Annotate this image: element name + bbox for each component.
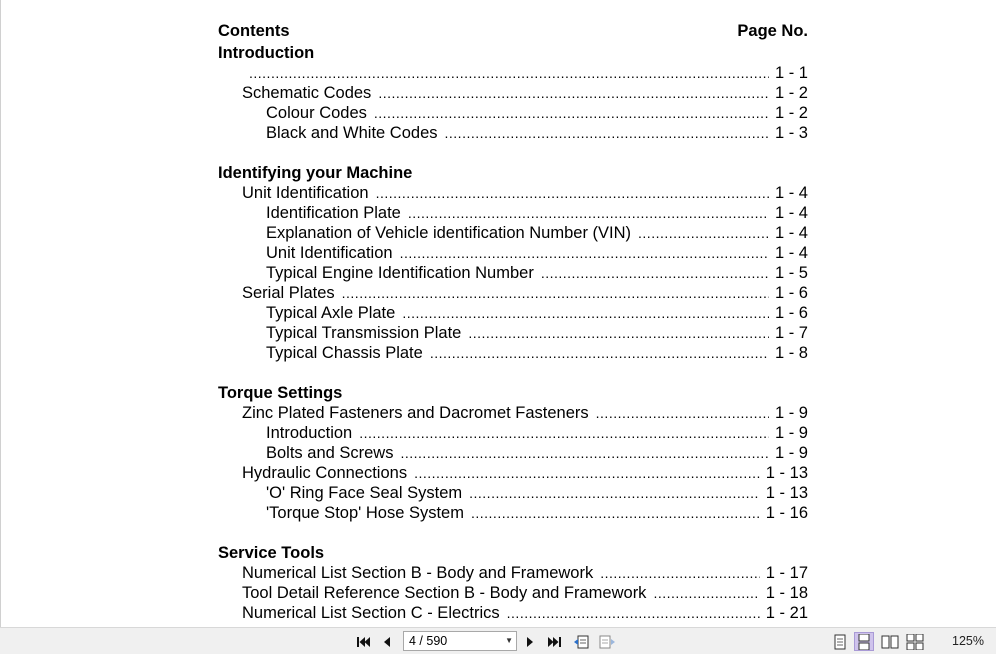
- toc-entry[interactable]: [266, 223, 808, 243]
- toc-dot-leader: [342, 283, 769, 303]
- toc-page-number: 1 - 21: [765, 604, 808, 622]
- toc-dot-leader: [400, 443, 768, 463]
- toc-entry-title: Introduction: [266, 424, 353, 442]
- navigation-toolbar: [0, 627, 996, 654]
- toc-section-heading: [218, 43, 808, 63]
- toc-page-number: 1 - 2: [774, 84, 808, 102]
- toc-entry-title: Service Tools: [218, 544, 325, 562]
- toc-dot-leader: [469, 483, 760, 503]
- toc-dot-leader: [408, 203, 769, 223]
- toc-entry[interactable]: [242, 63, 808, 83]
- toc-page-number: 1 - 6: [774, 284, 808, 302]
- toc-page-number: 1 - 13: [765, 464, 808, 482]
- single-page-view-icon: [833, 634, 847, 650]
- toc-entry[interactable]: [266, 243, 808, 263]
- toc-dot-leader: [374, 103, 769, 123]
- toc-entry[interactable]: [242, 583, 808, 603]
- toc-entry-title: Identification Plate: [266, 204, 401, 222]
- toc-entry-title: Typical Transmission Plate: [266, 324, 462, 342]
- chevron-down-icon[interactable]: ▼: [505, 636, 513, 645]
- last-page-button[interactable]: [545, 632, 565, 651]
- toc-dot-leader: [359, 423, 769, 443]
- toc-page-number: 1 - 2: [774, 104, 808, 122]
- toc-entry-title: Typical Axle Plate: [266, 304, 396, 322]
- toc-dot-leader: [638, 223, 769, 243]
- toc-page-number: 1 - 9: [774, 404, 808, 422]
- toc-entry[interactable]: [266, 103, 808, 123]
- page-indicator: 4 / 590: [409, 634, 448, 648]
- previous-page-button[interactable]: [377, 632, 397, 651]
- toc-dot-leader: [653, 583, 759, 603]
- continuous-view-icon: [857, 634, 871, 650]
- toc-dot-leader: [430, 343, 769, 363]
- toc-dot-leader: [402, 303, 769, 323]
- toc-entry-title: Tool Detail Reference Section B - Body and Framework: [242, 584, 647, 602]
- toc-entry[interactable]: [242, 83, 808, 103]
- document-page: [218, 0, 812, 627]
- toc-page-number: 1 - 18: [765, 584, 808, 602]
- next-view-icon: [598, 634, 616, 650]
- next-page-icon: [524, 635, 536, 649]
- toc-section-heading: [218, 163, 808, 183]
- toc-page-number: 1 - 4: [774, 204, 808, 222]
- toc-entry[interactable]: [266, 443, 808, 463]
- contents-heading: Contents: [218, 22, 290, 40]
- toc-entry-title: 'O' Ring Face Seal System: [266, 484, 463, 502]
- toc-entry-title: Identifying your Machine: [218, 164, 413, 182]
- toc-entry-title: Black and White Codes: [266, 124, 438, 142]
- continuous-view-button[interactable]: [854, 632, 874, 651]
- toc-page-number: 1 - 5: [774, 264, 808, 282]
- toc-entry[interactable]: [242, 463, 808, 483]
- toc-page-number: 1 - 4: [774, 224, 808, 242]
- toc-entry[interactable]: [242, 603, 808, 623]
- toc-page-number: 1 - 4: [774, 184, 808, 202]
- toc-section-heading: [218, 543, 808, 563]
- toc-dot-leader: [596, 403, 769, 423]
- toc-entry[interactable]: [266, 343, 808, 363]
- previous-view-icon: [573, 634, 591, 650]
- facing-view-icon: [881, 634, 899, 650]
- toc-page-number: 1 - 16: [765, 504, 808, 522]
- toc-entry-title: Unit Identification: [242, 184, 369, 202]
- toc-entry-title: Numerical List Section B - Body and Framework: [242, 564, 594, 582]
- toc-page-number: 1 - 7: [774, 324, 808, 342]
- toc-entry[interactable]: [266, 203, 808, 223]
- toc-dot-leader: [600, 563, 760, 583]
- toc-dot-leader: [376, 183, 769, 203]
- toc-page-number: 1 - 8: [774, 344, 808, 362]
- toc-entry-title: Typical Engine Identification Number: [266, 264, 534, 282]
- toc-page-number: 1 - 4: [774, 244, 808, 262]
- toc-entry-title: Colour Codes: [266, 104, 367, 122]
- facing-view-button[interactable]: [880, 632, 900, 651]
- toc-entry[interactable]: [266, 503, 808, 523]
- toc-entry[interactable]: [266, 323, 808, 343]
- toc-dot-leader: [471, 503, 760, 523]
- toc-entry[interactable]: [266, 483, 808, 503]
- toc-entry[interactable]: [266, 303, 808, 323]
- continuous-facing-view-icon: [906, 634, 924, 650]
- toc-entry-title: Unit Identification: [266, 244, 393, 262]
- toc-section-heading: [218, 383, 808, 403]
- toc-entry[interactable]: [266, 423, 808, 443]
- first-page-icon: [355, 635, 371, 649]
- next-view-button[interactable]: [597, 632, 617, 651]
- zoom-level[interactable]: 125%: [952, 634, 984, 648]
- first-page-button[interactable]: [353, 632, 373, 651]
- toc-dot-leader: [468, 323, 769, 343]
- toc-entry[interactable]: [242, 403, 808, 423]
- toc-dot-leader: [378, 83, 769, 103]
- previous-page-icon: [381, 635, 393, 649]
- toc-entry[interactable]: [242, 563, 808, 583]
- toc-page-number: 1 - 13: [765, 484, 808, 502]
- single-page-view-button[interactable]: [830, 632, 850, 651]
- toc-page-number: 1 - 1: [774, 64, 808, 82]
- toc-entry[interactable]: [266, 263, 808, 283]
- toc-entry-title: Torque Settings: [218, 384, 343, 402]
- toc-entry-title: Typical Chassis Plate: [266, 344, 423, 362]
- toc-entry-title: Bolts and Screws: [266, 444, 394, 462]
- toc-entry-title: Introduction: [218, 44, 315, 62]
- toc-entry-title: Hydraulic Connections: [242, 464, 408, 482]
- toc-page-number: 1 - 9: [774, 444, 808, 462]
- toc-page-number: 1 - 9: [774, 424, 808, 442]
- toc-entry-title: Explanation of Vehicle identification Number (VIN): [266, 224, 632, 242]
- toc-dot-leader: [414, 463, 760, 483]
- toc-entry[interactable]: [242, 283, 808, 303]
- toc-entry-title: 'Torque Stop' Hose System: [266, 504, 464, 522]
- toc-dot-leader: [507, 603, 760, 623]
- page-number-field[interactable]: [403, 631, 517, 651]
- toc-entry[interactable]: [242, 183, 808, 203]
- toc-entry[interactable]: [266, 123, 808, 143]
- next-page-button[interactable]: [520, 632, 540, 651]
- toc-dot-leader: [249, 63, 769, 83]
- toc-page-number: 1 - 17: [765, 564, 808, 582]
- toc-dot-leader: [400, 243, 769, 263]
- toc-page-number: 1 - 3: [774, 124, 808, 142]
- toc-entry-title: Schematic Codes: [242, 84, 372, 102]
- toc-entry-title: Zinc Plated Fasteners and Dacromet Fasteners: [242, 404, 589, 422]
- previous-view-button[interactable]: [572, 632, 592, 651]
- last-page-icon: [547, 635, 563, 649]
- toc-entry-title: Serial Plates: [242, 284, 335, 302]
- continuous-facing-view-button[interactable]: [905, 632, 925, 651]
- page-no-heading: Page No.: [737, 22, 808, 40]
- toc-entry-title: Numerical List Section C - Electrics: [242, 604, 500, 622]
- toc-page-number: 1 - 6: [774, 304, 808, 322]
- toc-dot-leader: [445, 123, 769, 143]
- toc-dot-leader: [541, 263, 769, 283]
